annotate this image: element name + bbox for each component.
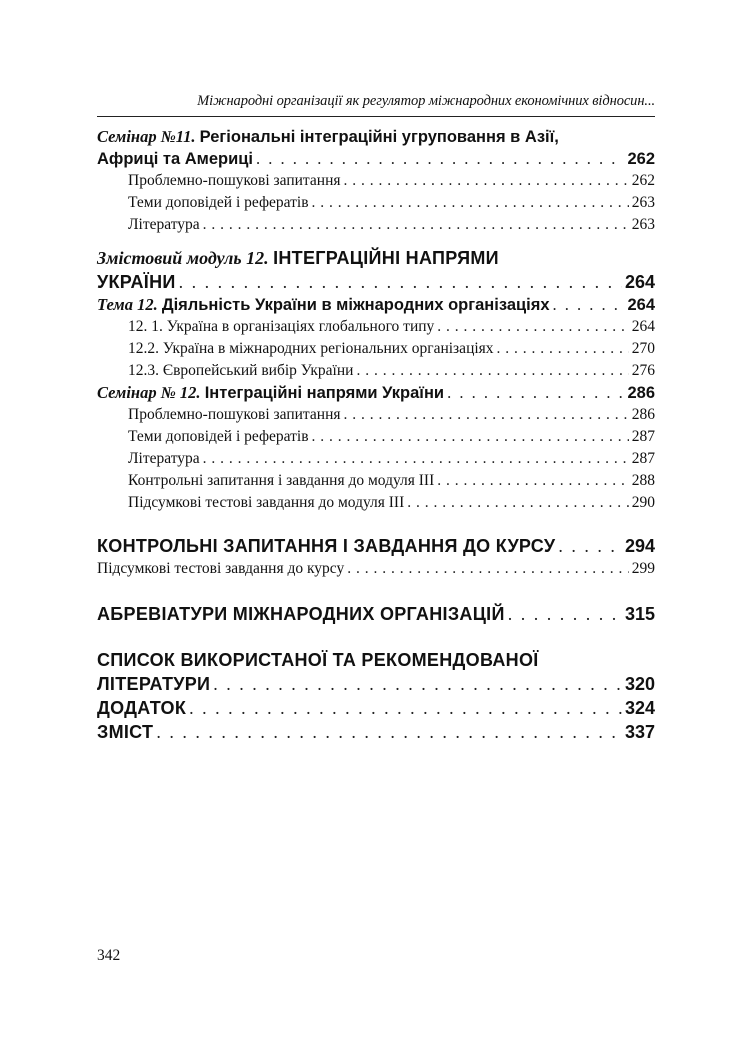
- leader-dots: [179, 270, 622, 294]
- toc-entry-label: Семінар № 12.: [97, 383, 201, 402]
- toc-entry-contents: [97, 720, 655, 744]
- toc-entry-module-12: [97, 246, 655, 270]
- toc-entry-seminar-11: [97, 126, 655, 148]
- toc-page-number: 270: [631, 340, 655, 357]
- toc-subentry-title: Література: [128, 450, 200, 467]
- toc-subentry: [97, 470, 655, 492]
- toc-page-number: 262: [631, 172, 655, 189]
- toc-entry-seminar-11-cont: [97, 148, 655, 170]
- running-head: Міжнародні організації як регулятор міжнародних економічних відносин...: [197, 93, 655, 109]
- toc-subentry: [97, 426, 655, 448]
- leader-dots: [407, 492, 629, 514]
- toc-page-number: 288: [631, 472, 655, 489]
- leader-dots: [356, 360, 628, 382]
- toc-subentry: [97, 170, 655, 192]
- leader-dots: [189, 696, 622, 720]
- toc-entry-label: Змістовий модуль 12.: [97, 248, 269, 268]
- table-of-contents: [97, 126, 655, 744]
- toc-entry-title: СПИСОК ВИКОРИСТАНОЇ ТА РЕКОМЕНДОВАНОЇ: [97, 650, 539, 670]
- toc-page-number: 286: [631, 406, 655, 423]
- toc-subentry-title: 12. 1. Україна в організаціях глобального типу: [128, 318, 435, 335]
- toc-entry-control-questions: [97, 534, 655, 558]
- toc-subentry-title: 12.2. Україна в міжнародних регіональних організаціях: [128, 340, 494, 357]
- toc-entry-title: Інтеграційні напрями України: [204, 384, 445, 402]
- toc-page-number: 264: [624, 272, 655, 292]
- leader-dots: [447, 382, 624, 404]
- toc-subentry-title: Теми доповідей і рефератів: [128, 194, 309, 211]
- leader-dots: [203, 448, 629, 470]
- toc-page-number: 276: [631, 362, 655, 379]
- toc-page-number: 287: [631, 428, 655, 445]
- toc-page-number: 286: [627, 384, 655, 402]
- toc-entry-title: АБРЕВІАТУРИ МІЖНАРОДНИХ ОРГАНІЗАЦІЙ: [97, 604, 505, 624]
- toc-entry-title: ІНТЕГРАЦІЙНІ НАПРЯМИ: [273, 248, 499, 268]
- toc-page-number: 320: [624, 674, 655, 694]
- toc-subentry-title: Проблемно-пошукові запитання: [128, 172, 341, 189]
- leader-dots: [347, 558, 629, 580]
- toc-entry-seminar-12: [97, 382, 655, 404]
- toc-page-number: 294: [624, 536, 655, 556]
- leader-dots: [508, 602, 622, 626]
- leader-dots: [256, 148, 624, 170]
- leader-dots: [213, 672, 622, 696]
- leader-dots: [497, 338, 629, 360]
- toc-entry-title: ДОДАТОК: [97, 698, 187, 718]
- toc-entry-abbreviations: [97, 602, 655, 626]
- toc-entry-label: Семінар №11.: [97, 127, 196, 146]
- leader-dots: [312, 426, 629, 448]
- toc-page-number: 287: [631, 450, 655, 467]
- leader-dots: [553, 294, 625, 316]
- leader-dots: [203, 214, 629, 236]
- toc-subentry-title: Контрольні запитання і завдання до модуля III: [128, 472, 435, 489]
- leader-dots: [312, 192, 629, 214]
- leader-dots: [344, 170, 629, 192]
- toc-subentry-title: Підсумкові тестові завдання до модуля III: [128, 494, 405, 511]
- header-rule: [97, 116, 655, 117]
- toc-entry-title: КОНТРОЛЬНІ ЗАПИТАННЯ І ЗАВДАННЯ ДО КУРСУ: [97, 536, 556, 556]
- toc-entry-label: Тема 12.: [97, 295, 158, 314]
- toc-entry-topic-12: [97, 294, 655, 316]
- toc-subentry-title: Література: [128, 216, 200, 233]
- leader-dots: [156, 720, 622, 744]
- toc-subentry: [97, 360, 655, 382]
- toc-subentry: [97, 214, 655, 236]
- toc-subentry-title: Підсумкові тестові завдання до курсу: [97, 560, 345, 577]
- toc-page-number: 262: [627, 150, 655, 168]
- leader-dots: [558, 534, 622, 558]
- toc-entry-references-cont: [97, 672, 655, 696]
- toc-entry-title: УКРАЇНИ: [97, 272, 176, 292]
- toc-subentry-title: Теми доповідей і рефератів: [128, 428, 309, 445]
- toc-subentry-title: Проблемно-пошукові запитання: [128, 406, 341, 423]
- toc-page-number: 264: [627, 296, 655, 314]
- toc-entry-references: [97, 648, 655, 672]
- toc-entry-title: Діяльність України в міжнародних організаціях: [161, 296, 550, 314]
- toc-entry-title: Африці та Америці: [97, 150, 253, 168]
- toc-page-number: 299: [631, 560, 655, 577]
- toc-page-number: 324: [624, 698, 655, 718]
- leader-dots: [437, 316, 628, 338]
- leader-dots: [437, 470, 628, 492]
- toc-page-number: 337: [624, 722, 655, 742]
- toc-subentry: [97, 448, 655, 470]
- toc-subentry-title: 12.3. Європейський вибір України: [128, 362, 354, 379]
- toc-entry-appendix: [97, 696, 655, 720]
- toc-entry-module-12-cont: [97, 270, 655, 294]
- toc-subentry: [97, 558, 655, 580]
- toc-entry-title: ЛІТЕРАТУРИ: [97, 674, 211, 694]
- toc-page-number: 290: [631, 494, 655, 511]
- toc-subentry: [97, 404, 655, 426]
- toc-page-number: 263: [631, 194, 655, 211]
- toc-page-number: 263: [631, 216, 655, 233]
- page-number: 342: [97, 947, 121, 964]
- toc-entry-title: Регіональні інтеграційні угруповання в Азії,: [199, 128, 559, 146]
- leader-dots: [344, 404, 629, 426]
- toc-subentry: [97, 492, 655, 514]
- toc-subentry: [97, 338, 655, 360]
- toc-subentry: [97, 192, 655, 214]
- toc-page-number: 264: [631, 318, 655, 335]
- toc-entry-title: ЗМІСТ: [97, 722, 154, 742]
- toc-page-number: 315: [624, 604, 655, 624]
- toc-subentry: [97, 316, 655, 338]
